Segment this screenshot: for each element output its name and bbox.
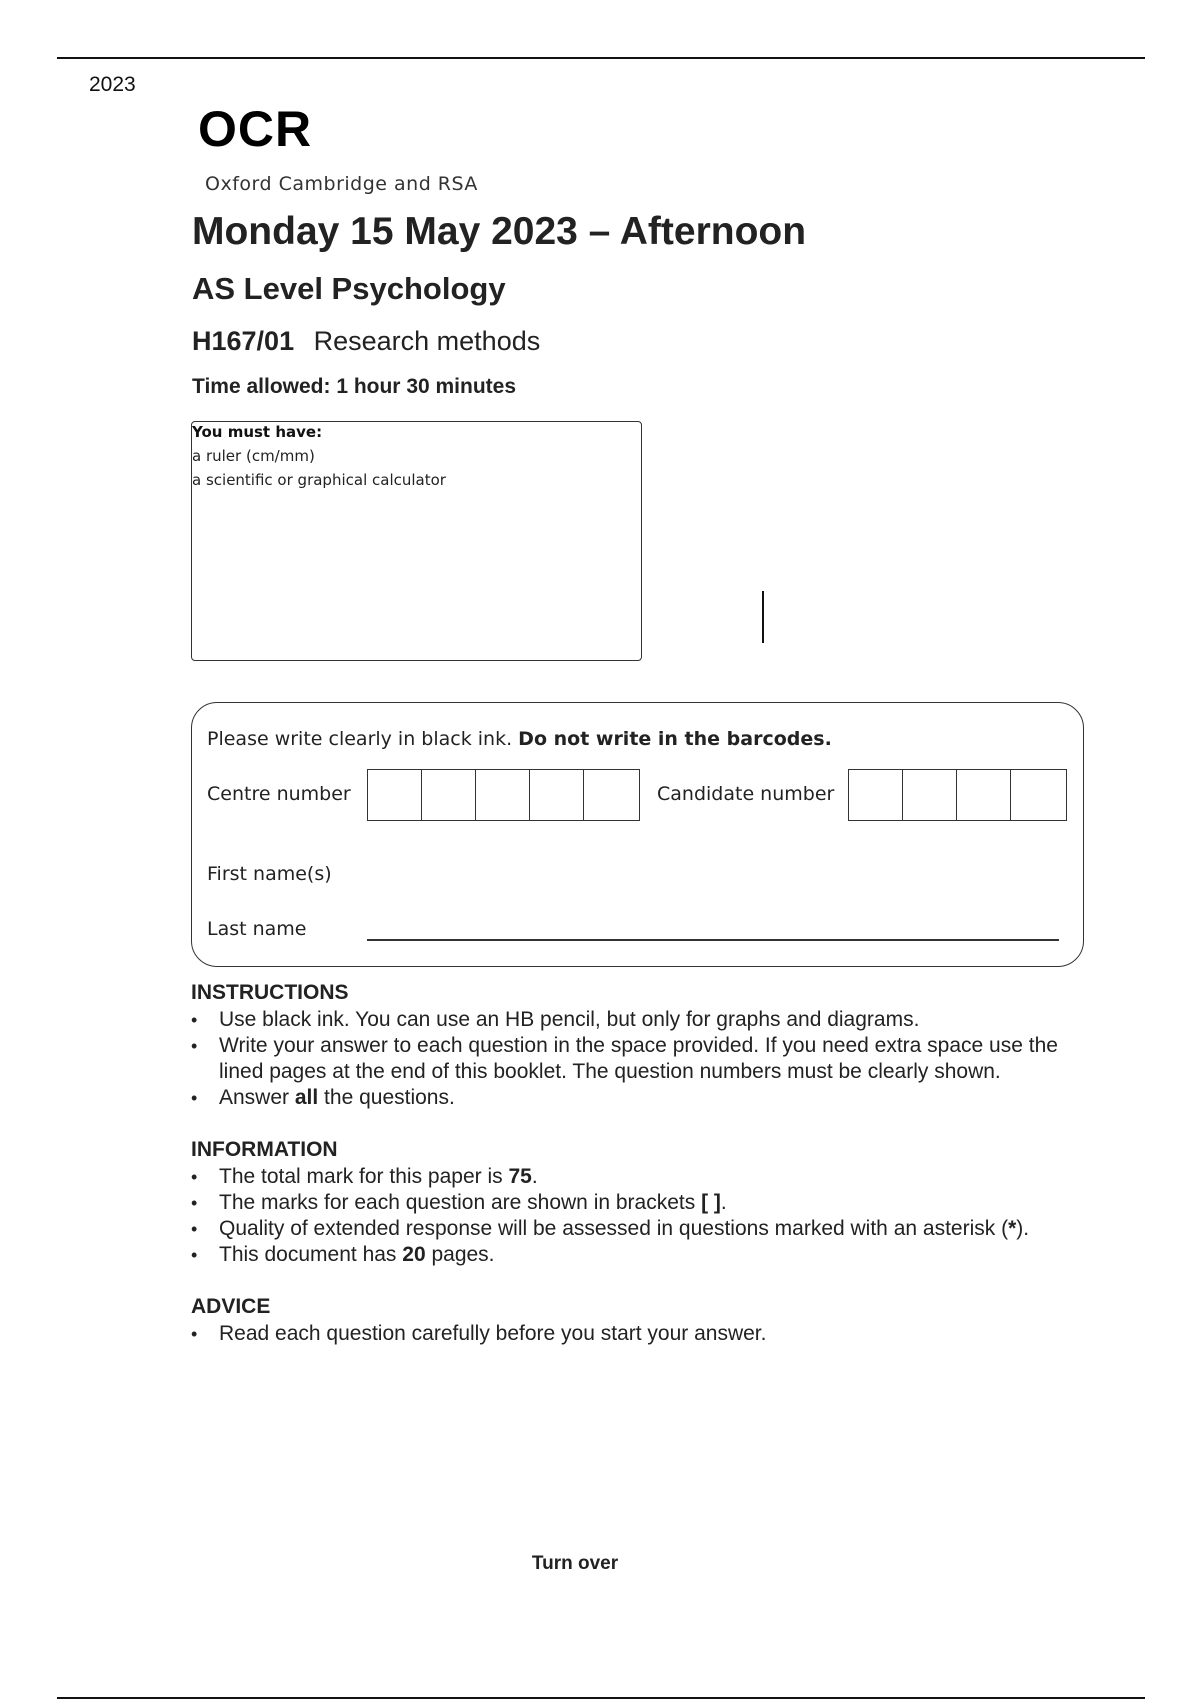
instruction-item: • Use black ink. You can use an HB pencil, but only for graphs and diagrams. — [191, 1007, 1101, 1033]
ocr-logo-subtitle: Oxford Cambridge and RSA — [205, 173, 478, 195]
information-item — [191, 1164, 1101, 1190]
paper-code-line — [192, 326, 540, 357]
advice-item: • Read each question carefully before you start your answer. — [191, 1321, 1101, 1347]
last-name-field[interactable] — [367, 939, 1059, 941]
ocr-logo: OCR — [198, 101, 313, 157]
last-name-label: Last name — [207, 918, 307, 940]
notice-text: Please write clearly in black ink. — [207, 728, 519, 750]
text-part: ). — [1016, 1217, 1030, 1240]
digit-cell[interactable] — [476, 770, 530, 820]
centre-number-field[interactable] — [367, 769, 640, 821]
text-part: The total mark for this paper is — [219, 1165, 509, 1188]
exam-date-title: Monday 15 May 2023 – Afternoon — [192, 210, 807, 253]
text-part: the questions. — [318, 1086, 455, 1109]
text-part: pages. — [425, 1243, 495, 1266]
first-name-label: First name(s) — [207, 863, 332, 885]
bottom-rule — [57, 1697, 1145, 1699]
must-have-heading: You must have: — [192, 423, 323, 441]
advice-section — [191, 1295, 1101, 1347]
emphasis: all — [294, 1086, 319, 1109]
emphasis: 20 — [402, 1243, 426, 1266]
digit-cell[interactable] — [849, 770, 903, 820]
text-part: Quality of extended response will be assessed in questions marked with an asterisk ( — [219, 1217, 1009, 1240]
write-clearly-notice — [207, 728, 832, 750]
text-part: . — [720, 1191, 727, 1214]
digit-cell[interactable] — [530, 770, 584, 820]
top-rule — [57, 57, 1145, 59]
information-item — [191, 1216, 1101, 1242]
advice-heading: ADVICE — [191, 1295, 271, 1318]
information-item — [191, 1190, 1101, 1216]
paper-name: Research methods — [313, 326, 541, 356]
must-have-item: a ruler (cm/mm) — [192, 447, 315, 465]
must-have-item: a scientific or graphical calculator — [192, 471, 446, 489]
emphasis: 75 — [508, 1165, 532, 1188]
instruction-item: • Write your answer to each question in the space provided. If you need extra space use the lined pages at the end of this booklet. The question numbers must be clearly shown. — [191, 1033, 1101, 1085]
exam-subject: AS Level Psychology — [192, 271, 506, 306]
text-part: . — [531, 1165, 538, 1188]
digit-cell[interactable] — [422, 770, 476, 820]
information-section — [191, 1138, 1101, 1268]
year-label: 2023 — [89, 73, 136, 96]
information-item — [191, 1242, 1101, 1268]
text-part: This document has — [219, 1243, 403, 1266]
digit-cell[interactable] — [368, 770, 422, 820]
barcode-marker — [762, 591, 764, 643]
digit-cell[interactable] — [903, 770, 957, 820]
candidate-number-field[interactable] — [848, 769, 1067, 821]
candidate-details-box — [191, 702, 1084, 967]
instruction-item — [191, 1085, 1101, 1111]
digit-cell[interactable] — [1011, 770, 1065, 820]
must-have-box — [191, 421, 642, 661]
digit-cell[interactable] — [957, 770, 1011, 820]
emphasis: [ ] — [701, 1191, 721, 1214]
instructions-section — [191, 981, 1101, 1111]
centre-number-label: Centre number — [207, 783, 351, 805]
turn-over-label: Turn over — [531, 1553, 619, 1574]
emphasis: * — [1008, 1217, 1017, 1240]
notice-bold-text: Do not write in the barcodes. — [518, 728, 832, 750]
text-part: Answer — [219, 1086, 295, 1109]
candidate-number-label: Candidate number — [657, 783, 835, 805]
time-allowed: Time allowed: 1 hour 30 minutes — [192, 375, 517, 398]
text-part: The marks for each question are shown in brackets — [219, 1191, 702, 1214]
paper-code: H167/01 — [192, 326, 295, 356]
instructions-heading: INSTRUCTIONS — [191, 981, 349, 1004]
information-heading: INFORMATION — [191, 1138, 338, 1161]
digit-cell[interactable] — [584, 770, 638, 820]
